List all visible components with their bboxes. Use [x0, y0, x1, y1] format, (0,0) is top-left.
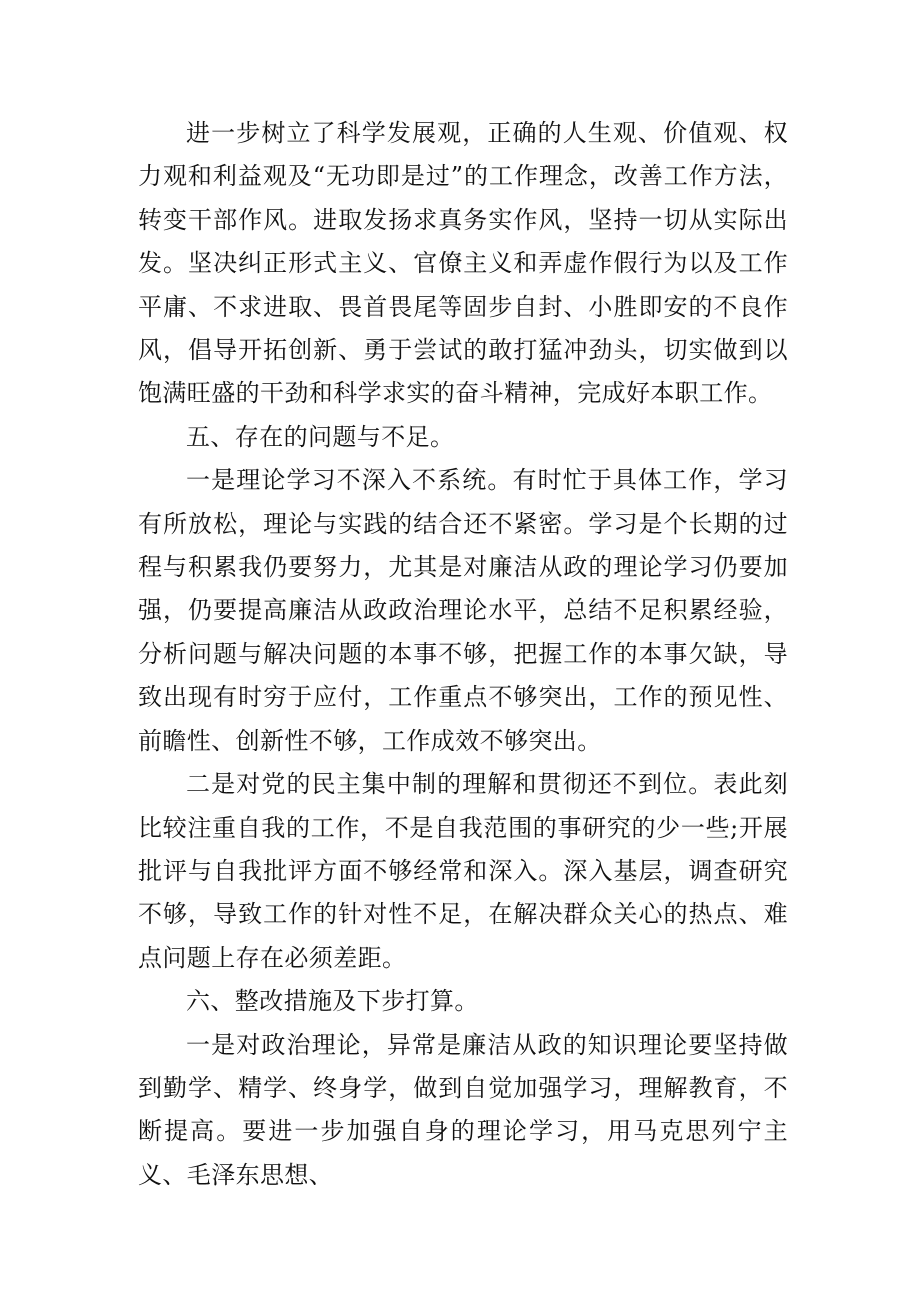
section-heading-measures: 六、整改措施及下步打算。	[186, 987, 479, 1016]
paragraph-political-theory: 一是对政治理论，异常是廉洁从政的知识理论要坚持做到勤学、精学、终身学，做到自觉加强学习，理解教育，不断提高。要进一步加强自身的理论学习，用马克思列宁主义、毛泽东思想、	[138, 1030, 788, 1189]
paragraph-work-style: 进一步树立了科学发展观，正确的人生观、价值观、权力观和利益观及“无功即是过”的工作理念，改善工作方法，转变干部作风。进取发扬求真务实作风，坚持一切从实际出发。坚决纠正形式主义、官僚主义和弄虚作假行为以及工作平庸、不求进取、畏首畏尾等固步自封、小胜即安的不良作风，倡导开拓创新、勇于尝试的敢打猛冲劲头，切实做到以饱满旺盛的干劲和科学求实的奋斗精神，完成好本职工作。	[138, 119, 788, 408]
paragraph-theory-study: 一是理论学习不深入不系统。有时忙于具体工作，学习有所放松，理论与实践的结合还不紧密。学习是个长期的过程与积累我仍要努力，尤其是对廉洁从政的理论学习仍要加强，仍要提高廉洁从政政治理论水平，总结不足积累经验，分析问题与解决问题的本事不够，把握工作的本事欠缺，导致出现有时穷于应付，工作重点不够突出，工作的预见性、前瞻性、创新性不够，工作成效不够突出。	[138, 466, 788, 755]
section-heading-problems: 五、存在的问题与不足。	[186, 422, 455, 451]
document-body	[138, 112, 788, 1197]
paragraph-democratic-centralism: 二是对党的民主集中制的理解和贯彻还不到位。表此刻比较注重自我的工作，不是自我范围的事研究的少一些;开展批评与自我批评方面不够经常和深入。深入基层，调查研究不够，导致工作的针对性不足，在解决群众关心的热点、难点问题上存在必须差距。	[138, 770, 788, 972]
